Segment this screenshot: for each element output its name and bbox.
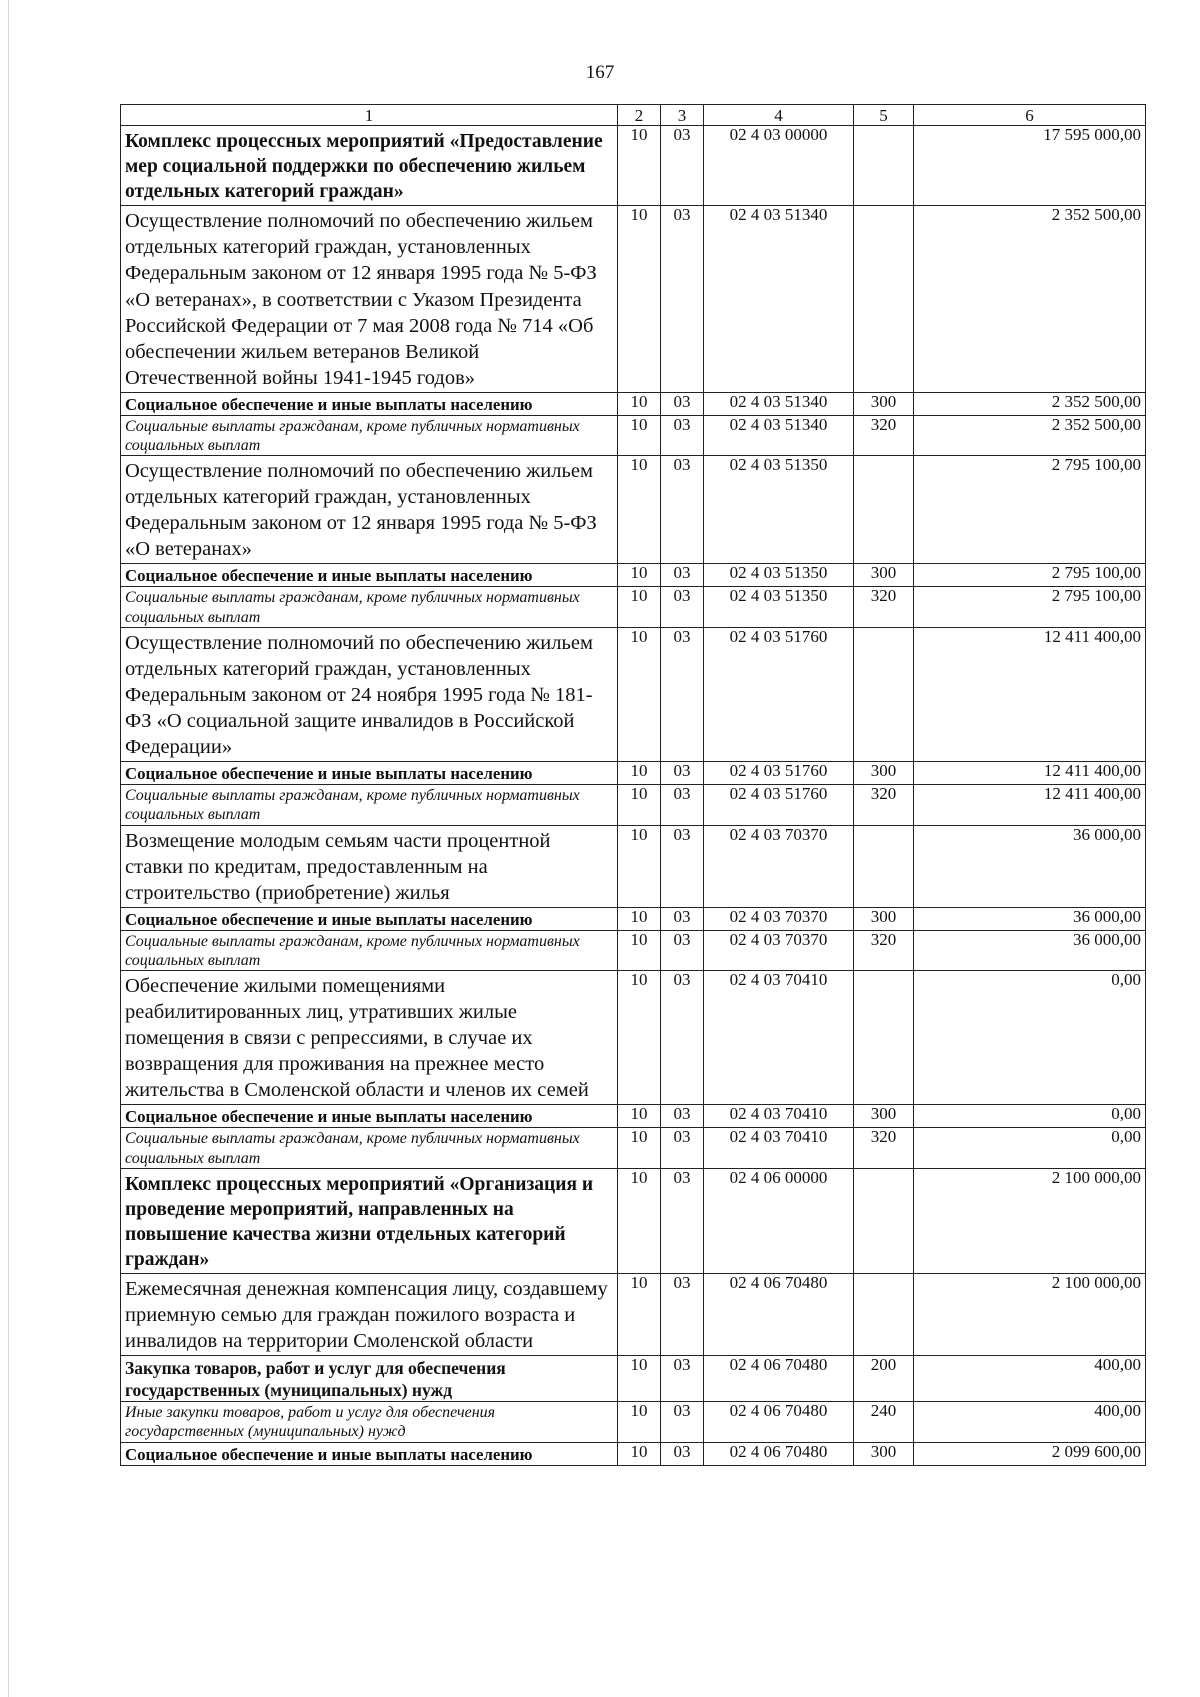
table-row	[121, 1402, 1146, 1442]
expense-type-cell: 320	[854, 930, 914, 970]
target-article-cell: 02 4 03 00000	[704, 126, 854, 206]
amount-cell: 2 352 500,00	[914, 415, 1146, 455]
scan-margin-line	[8, 0, 9, 1697]
row-name-cell: Осуществление полномочий по обеспечению жильем отдельных категорий граждан, установленных Федеральным законом от 12 января 1995 года № 5-ФЗ «О ветеранах»	[121, 456, 618, 564]
target-article-cell: 02 4 03 51340	[704, 392, 854, 415]
section-code-cell: 10	[618, 126, 661, 206]
target-article-cell: 02 4 03 70370	[704, 930, 854, 970]
target-article-cell: 02 4 06 70480	[704, 1442, 854, 1465]
expense-type-cell	[854, 126, 914, 206]
section-code-cell: 10	[618, 1356, 661, 1402]
expense-type-cell: 300	[854, 761, 914, 784]
target-article-cell: 02 4 06 00000	[704, 1168, 854, 1274]
section-code-cell: 10	[618, 392, 661, 415]
subsection-code-cell: 03	[661, 1356, 704, 1402]
subsection-code-cell: 03	[661, 564, 704, 587]
subsection-code-cell: 03	[661, 415, 704, 455]
subsection-code-cell: 03	[661, 1105, 704, 1128]
section-code-cell: 10	[618, 587, 661, 627]
amount-cell: 400,00	[914, 1402, 1146, 1442]
expense-type-cell: 300	[854, 1442, 914, 1465]
target-article-cell: 02 4 03 51760	[704, 627, 854, 761]
target-article-cell: 02 4 03 70410	[704, 1105, 854, 1128]
subsection-code-cell: 03	[661, 126, 704, 206]
amount-cell: 2 100 000,00	[914, 1274, 1146, 1356]
section-code-cell: 10	[618, 825, 661, 907]
row-name-cell: Социальные выплаты гражданам, кроме публичных нормативных социальных выплат	[121, 785, 618, 825]
table-header-row	[121, 105, 1146, 126]
header-col-3: 3	[661, 105, 704, 126]
target-article-cell: 02 4 03 51350	[704, 564, 854, 587]
amount-cell: 36 000,00	[914, 930, 1146, 970]
expense-type-cell: 200	[854, 1356, 914, 1402]
row-name-cell: Социальное обеспечение и иные выплаты населению	[121, 1105, 618, 1128]
amount-cell: 2 099 600,00	[914, 1442, 1146, 1465]
expense-type-cell	[854, 627, 914, 761]
section-code-cell: 10	[618, 971, 661, 1105]
target-article-cell: 02 4 06 70480	[704, 1356, 854, 1402]
amount-cell: 36 000,00	[914, 825, 1146, 907]
expense-type-cell	[854, 456, 914, 564]
expense-type-cell: 320	[854, 1128, 914, 1168]
expense-type-cell	[854, 825, 914, 907]
table-row	[121, 1128, 1146, 1168]
section-code-cell: 10	[618, 627, 661, 761]
section-code-cell: 10	[618, 1402, 661, 1442]
expense-type-cell: 320	[854, 785, 914, 825]
target-article-cell: 02 4 03 51340	[704, 206, 854, 392]
header-col-5: 5	[854, 105, 914, 126]
table-row	[121, 785, 1146, 825]
table-row	[121, 456, 1146, 564]
row-name-cell: Осуществление полномочий по обеспечению жильем отдельных категорий граждан, установленных Федеральным законом от 24 ноября 1995 года № 181-ФЗ «О социальной защите инвалидов в Российской Федерации»	[121, 627, 618, 761]
row-name-cell: Возмещение молодым семьям части процентной ставки по кредитам, предоставленным на строительство (приобретение) жилья	[121, 825, 618, 907]
row-name-cell: Социальное обеспечение и иные выплаты населению	[121, 392, 618, 415]
target-article-cell: 02 4 03 70410	[704, 1128, 854, 1168]
section-code-cell: 10	[618, 1105, 661, 1128]
header-col-6: 6	[914, 105, 1146, 126]
expense-type-cell: 300	[854, 392, 914, 415]
expense-type-cell: 240	[854, 1402, 914, 1442]
section-code-cell: 10	[618, 206, 661, 392]
subsection-code-cell: 03	[661, 1442, 704, 1465]
subsection-code-cell: 03	[661, 392, 704, 415]
subsection-code-cell: 03	[661, 1128, 704, 1168]
section-code-cell: 10	[618, 1442, 661, 1465]
table-row	[121, 971, 1146, 1105]
subsection-code-cell: 03	[661, 971, 704, 1105]
table-row	[121, 627, 1146, 761]
expense-type-cell: 300	[854, 907, 914, 930]
table-row	[121, 1274, 1146, 1356]
table-row	[121, 1442, 1146, 1465]
subsection-code-cell: 03	[661, 785, 704, 825]
amount-cell: 0,00	[914, 1105, 1146, 1128]
row-name-cell: Социальное обеспечение и иные выплаты населению	[121, 564, 618, 587]
section-code-cell: 10	[618, 907, 661, 930]
target-article-cell: 02 4 03 70370	[704, 907, 854, 930]
expense-type-cell: 320	[854, 415, 914, 455]
amount-cell: 0,00	[914, 971, 1146, 1105]
target-article-cell: 02 4 06 70480	[704, 1274, 854, 1356]
subsection-code-cell: 03	[661, 907, 704, 930]
amount-cell: 2 795 100,00	[914, 456, 1146, 564]
subsection-code-cell: 03	[661, 1274, 704, 1356]
amount-cell: 2 100 000,00	[914, 1168, 1146, 1274]
expense-type-cell	[854, 971, 914, 1105]
table-row	[121, 1168, 1146, 1274]
table-row	[121, 930, 1146, 970]
subsection-code-cell: 03	[661, 456, 704, 564]
target-article-cell: 02 4 03 51760	[704, 761, 854, 784]
table-row	[121, 415, 1146, 455]
subsection-code-cell: 03	[661, 1402, 704, 1442]
header-col-4: 4	[704, 105, 854, 126]
row-name-cell: Закупка товаров, работ и услуг для обеспечения государственных (муниципальных) нужд	[121, 1356, 618, 1402]
amount-cell: 17 595 000,00	[914, 126, 1146, 206]
row-name-cell: Комплекс процессных мероприятий «Предоставление мер социальной поддержки по обеспечению жильем отдельных категорий граждан»	[121, 126, 618, 206]
target-article-cell: 02 4 03 51350	[704, 587, 854, 627]
row-name-cell: Социальное обеспечение и иные выплаты населению	[121, 761, 618, 784]
table-row	[121, 206, 1146, 392]
table-row	[121, 392, 1146, 415]
subsection-code-cell: 03	[661, 825, 704, 907]
expense-type-cell	[854, 206, 914, 392]
expense-type-cell: 320	[854, 587, 914, 627]
amount-cell: 12 411 400,00	[914, 627, 1146, 761]
amount-cell: 0,00	[914, 1128, 1146, 1168]
target-article-cell: 02 4 03 51340	[704, 415, 854, 455]
subsection-code-cell: 03	[661, 1168, 704, 1274]
row-name-cell: Социальные выплаты гражданам, кроме публичных нормативных социальных выплат	[121, 1128, 618, 1168]
amount-cell: 12 411 400,00	[914, 761, 1146, 784]
table-row	[121, 825, 1146, 907]
row-name-cell: Обеспечение жилыми помещениями реабилитированных лиц, утративших жилые помещения в связи с репрессиями, в случае их возвращения для проживания на прежнее место жительства в Смоленской области и членов их семей	[121, 971, 618, 1105]
amount-cell: 2 795 100,00	[914, 564, 1146, 587]
page-number: 167	[585, 62, 615, 83]
row-name-cell: Социальное обеспечение и иные выплаты населению	[121, 907, 618, 930]
amount-cell: 400,00	[914, 1356, 1146, 1402]
expense-type-cell: 300	[854, 564, 914, 587]
row-name-cell: Социальное обеспечение и иные выплаты населению	[121, 1442, 618, 1465]
row-name-cell: Комплекс процессных мероприятий «Организация и проведение мероприятий, направленных на повышение качества жизни отдельных категорий граждан»	[121, 1168, 618, 1274]
table-row	[121, 1105, 1146, 1128]
budget-table-container	[120, 104, 1145, 1466]
target-article-cell: 02 4 06 70480	[704, 1402, 854, 1442]
section-code-cell: 10	[618, 564, 661, 587]
target-article-cell: 02 4 03 70370	[704, 825, 854, 907]
row-name-cell: Осуществление полномочий по обеспечению жильем отдельных категорий граждан, установленных Федеральным законом от 12 января 1995 года № 5-ФЗ «О ветеранах», в соответствии с Указом Президента Российской Федерации от 7 мая 2008 года № 714 «Об обеспечении жильем ветеранов Великой Отечественной войны 1941-1945 годов»	[121, 206, 618, 392]
subsection-code-cell: 03	[661, 587, 704, 627]
amount-cell: 2 352 500,00	[914, 392, 1146, 415]
section-code-cell: 10	[618, 1274, 661, 1356]
subsection-code-cell: 03	[661, 206, 704, 392]
section-code-cell: 10	[618, 415, 661, 455]
amount-cell: 12 411 400,00	[914, 785, 1146, 825]
target-article-cell: 02 4 03 70410	[704, 971, 854, 1105]
table-row	[121, 907, 1146, 930]
amount-cell: 2 795 100,00	[914, 587, 1146, 627]
table-row	[121, 761, 1146, 784]
section-code-cell: 10	[618, 785, 661, 825]
table-row	[121, 564, 1146, 587]
expense-type-cell	[854, 1274, 914, 1356]
target-article-cell: 02 4 03 51350	[704, 456, 854, 564]
amount-cell: 36 000,00	[914, 907, 1146, 930]
budget-table	[120, 104, 1146, 1466]
subsection-code-cell: 03	[661, 627, 704, 761]
section-code-cell: 10	[618, 930, 661, 970]
row-name-cell: Социальные выплаты гражданам, кроме публичных нормативных социальных выплат	[121, 415, 618, 455]
table-row	[121, 126, 1146, 206]
table-row	[121, 587, 1146, 627]
expense-type-cell: 300	[854, 1105, 914, 1128]
section-code-cell: 10	[618, 456, 661, 564]
section-code-cell: 10	[618, 1168, 661, 1274]
row-name-cell: Иные закупки товаров, работ и услуг для обеспечения государственных (муниципальных) нужд	[121, 1402, 618, 1442]
header-col-2: 2	[618, 105, 661, 126]
amount-cell: 2 352 500,00	[914, 206, 1146, 392]
subsection-code-cell: 03	[661, 761, 704, 784]
target-article-cell: 02 4 03 51760	[704, 785, 854, 825]
section-code-cell: 10	[618, 1128, 661, 1168]
section-code-cell: 10	[618, 761, 661, 784]
subsection-code-cell: 03	[661, 930, 704, 970]
row-name-cell: Социальные выплаты гражданам, кроме публичных нормативных социальных выплат	[121, 930, 618, 970]
header-col-1: 1	[121, 105, 618, 126]
row-name-cell: Социальные выплаты гражданам, кроме публичных нормативных социальных выплат	[121, 587, 618, 627]
expense-type-cell	[854, 1168, 914, 1274]
row-name-cell: Ежемесячная денежная компенсация лицу, создавшему приемную семью для граждан пожилого возраста и инвалидов на территории Смоленской области	[121, 1274, 618, 1356]
table-row	[121, 1356, 1146, 1402]
